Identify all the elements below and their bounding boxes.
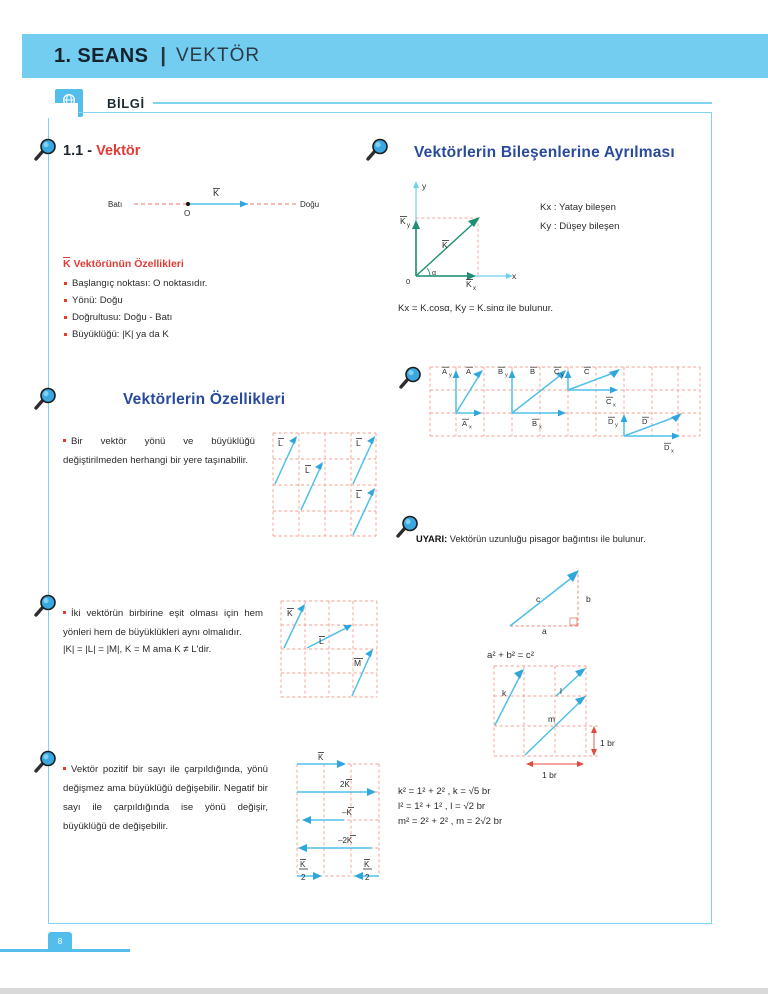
- result-line: m² = 2² + 2² , m = 2√2 br: [398, 816, 503, 827]
- svg-text:l: l: [560, 686, 562, 696]
- section-1-1-title: [63, 143, 140, 159]
- svg-text:–2K: –2K: [338, 836, 353, 845]
- magnifier-icon: [362, 136, 392, 164]
- info-strip-rule: [149, 102, 712, 104]
- svg-text:B: B: [530, 367, 536, 376]
- bullet-1-text: Bir vektör yönü ve büyüklüğü değiştirilmeden herhangi bir yere taşınabilir.: [63, 436, 255, 466]
- svg-text:A: A: [466, 367, 472, 376]
- magnifier-icon: [30, 748, 60, 776]
- page-number-tab: 8: [48, 932, 72, 950]
- vector-property-bullet-2: [63, 604, 263, 642]
- magnifier-icon: [30, 136, 60, 164]
- bullet-3-text: Vektör pozitif bir sayı ile çarpıldığında, yönü değişmez ama büyüklüğü değişebilir. Negatif bir sayı ile çarpıldığında ise yönü değişir, büyüklüğü de değişebilir.: [63, 764, 268, 832]
- svg-text:x: x: [469, 424, 472, 431]
- magnifier-icon: [395, 364, 425, 392]
- pythagoras-results: [398, 784, 502, 829]
- svg-text:1 br: 1 br: [542, 770, 557, 780]
- svg-text:x: x: [613, 402, 616, 409]
- list-item: Doğrultusu: Doğu - Batı: [63, 309, 303, 326]
- svg-text:B: B: [498, 367, 504, 376]
- svg-text:y: y: [422, 181, 427, 191]
- svg-text:K: K: [364, 860, 370, 869]
- svg-text:K: K: [400, 216, 406, 226]
- svg-text:L: L: [319, 636, 324, 646]
- svg-text:D: D: [608, 417, 614, 426]
- svg-text:x: x: [473, 286, 476, 292]
- header-topic-label: VEKTÖR: [175, 45, 261, 66]
- bullet-2-text: İki vektörün birbirine eşit olması için hem yönleri hem de büyüklükleri aynı olmalıdır.: [63, 608, 263, 638]
- svg-text:0: 0: [406, 277, 411, 286]
- svg-text:2: 2: [365, 873, 370, 882]
- svg-text:y: y: [561, 372, 564, 379]
- east-west-vector-diagram: [100, 182, 330, 218]
- pythagoras-triangle-diagram: [500, 562, 620, 639]
- vector-property-bullet-3: [63, 760, 268, 836]
- vector-components-axes-diagram: [400, 176, 520, 292]
- svg-text:y: y: [449, 372, 452, 379]
- list-item: Yönü: Doğu: [63, 292, 303, 309]
- page-header-band: [22, 34, 768, 78]
- legend-item: Kx : Yatay bileşen: [540, 202, 616, 213]
- info-strip-label: BİLGİ: [99, 96, 153, 111]
- svg-text:A: A: [462, 419, 468, 428]
- svg-text:K: K: [318, 753, 324, 762]
- svg-text:b: b: [586, 594, 591, 604]
- svg-text:C: C: [606, 397, 612, 406]
- svg-text:y: y: [407, 223, 410, 229]
- svg-text:L: L: [305, 465, 310, 475]
- list-item: Başlangıç noktası: O noktasıdır.: [63, 275, 303, 292]
- header-session-label: 1. SEANS: [54, 44, 149, 67]
- svg-text:M: M: [354, 658, 362, 668]
- svg-text:K: K: [300, 860, 306, 869]
- svg-text:K: K: [213, 188, 220, 198]
- svg-text:–K: –K: [342, 808, 352, 817]
- svg-text:1 br: 1 br: [600, 738, 615, 748]
- k-properties-heading: K Vektörünün Özellikleri: [63, 258, 184, 270]
- abcd-components-grid-diagram: [428, 362, 702, 457]
- magnifier-icon: [30, 385, 60, 413]
- svg-text:C: C: [554, 367, 560, 376]
- uyari-note: [416, 534, 646, 544]
- frame-notch: [48, 103, 78, 118]
- svg-text:D: D: [642, 417, 648, 426]
- scalar-multiple-grid-diagram: [296, 748, 380, 889]
- svg-text:A: A: [442, 367, 448, 376]
- svg-text:K: K: [466, 279, 472, 289]
- svg-text:Doğu: Doğu: [300, 200, 320, 209]
- section-number: 1.1: [63, 143, 84, 159]
- svg-text:x: x: [539, 424, 542, 431]
- translation-grid-diagram: [272, 432, 377, 542]
- magnifier-icon: [30, 592, 60, 620]
- legend-item: Ky : Düşey bileşen: [540, 221, 620, 232]
- result-line: k² = 1² + 2² , k = √5 br: [398, 786, 491, 797]
- svg-text:m: m: [548, 714, 556, 724]
- svg-text:L: L: [278, 438, 283, 448]
- svg-text:K: K: [442, 240, 448, 250]
- svg-text:y: y: [505, 372, 508, 379]
- svg-text:L: L: [356, 438, 361, 448]
- components-legend: [540, 198, 619, 236]
- bullet-dot: [63, 439, 66, 442]
- uyari-label: UYARI:: [416, 534, 448, 544]
- svg-text:2: 2: [301, 873, 306, 882]
- vector-property-bullet-1: [63, 432, 255, 470]
- svg-text:B: B: [532, 419, 538, 428]
- svg-text:Batı: Batı: [108, 200, 123, 209]
- section-dash: -: [87, 143, 93, 159]
- list-item: Büyüklüğü: |K| ya da K: [63, 326, 303, 343]
- header-separator: |: [160, 44, 166, 67]
- svg-text:K: K: [287, 608, 293, 618]
- components-section-title: Vektörlerin Bileşenlerine Ayrılması: [414, 144, 675, 161]
- uyari-text: Vektörün uzunluğu pisagor bağıntısı ile bulunur.: [449, 534, 646, 544]
- svg-text:α: α: [432, 270, 437, 277]
- svg-text:k: k: [502, 688, 507, 698]
- components-formula: Kx = K.cosα, Ky = K.sinα ile bulunur.: [398, 303, 554, 314]
- vector-equality-formula: |K| = |L| = |M|, K = M ama K ≠ L'dir.: [63, 644, 212, 655]
- pythagoras-grid-diagram: [490, 662, 620, 787]
- svg-text:c: c: [536, 594, 541, 604]
- k-properties-list: [63, 275, 303, 343]
- svg-text:O: O: [184, 209, 191, 218]
- bullet-dot: [63, 611, 66, 614]
- svg-text:2K: 2K: [340, 780, 350, 789]
- pythagoras-theorem: a² + b² = c²: [487, 650, 534, 661]
- vector-properties-title: Vektörlerin Özellikleri: [123, 391, 286, 408]
- bottom-strip: [0, 988, 768, 994]
- svg-text:y: y: [615, 422, 618, 429]
- svg-text:x: x: [512, 271, 517, 281]
- svg-text:C: C: [584, 367, 590, 376]
- equal-vectors-grid-diagram: [280, 600, 378, 703]
- svg-text:x: x: [671, 448, 674, 455]
- svg-text:D: D: [664, 443, 670, 452]
- svg-text:L: L: [356, 490, 361, 500]
- bullet-dot: [63, 767, 66, 770]
- svg-text:a: a: [542, 626, 547, 636]
- section-title-text: Vektör: [96, 143, 141, 159]
- result-line: l² = 1² + 1² , l = √2 br: [398, 801, 486, 812]
